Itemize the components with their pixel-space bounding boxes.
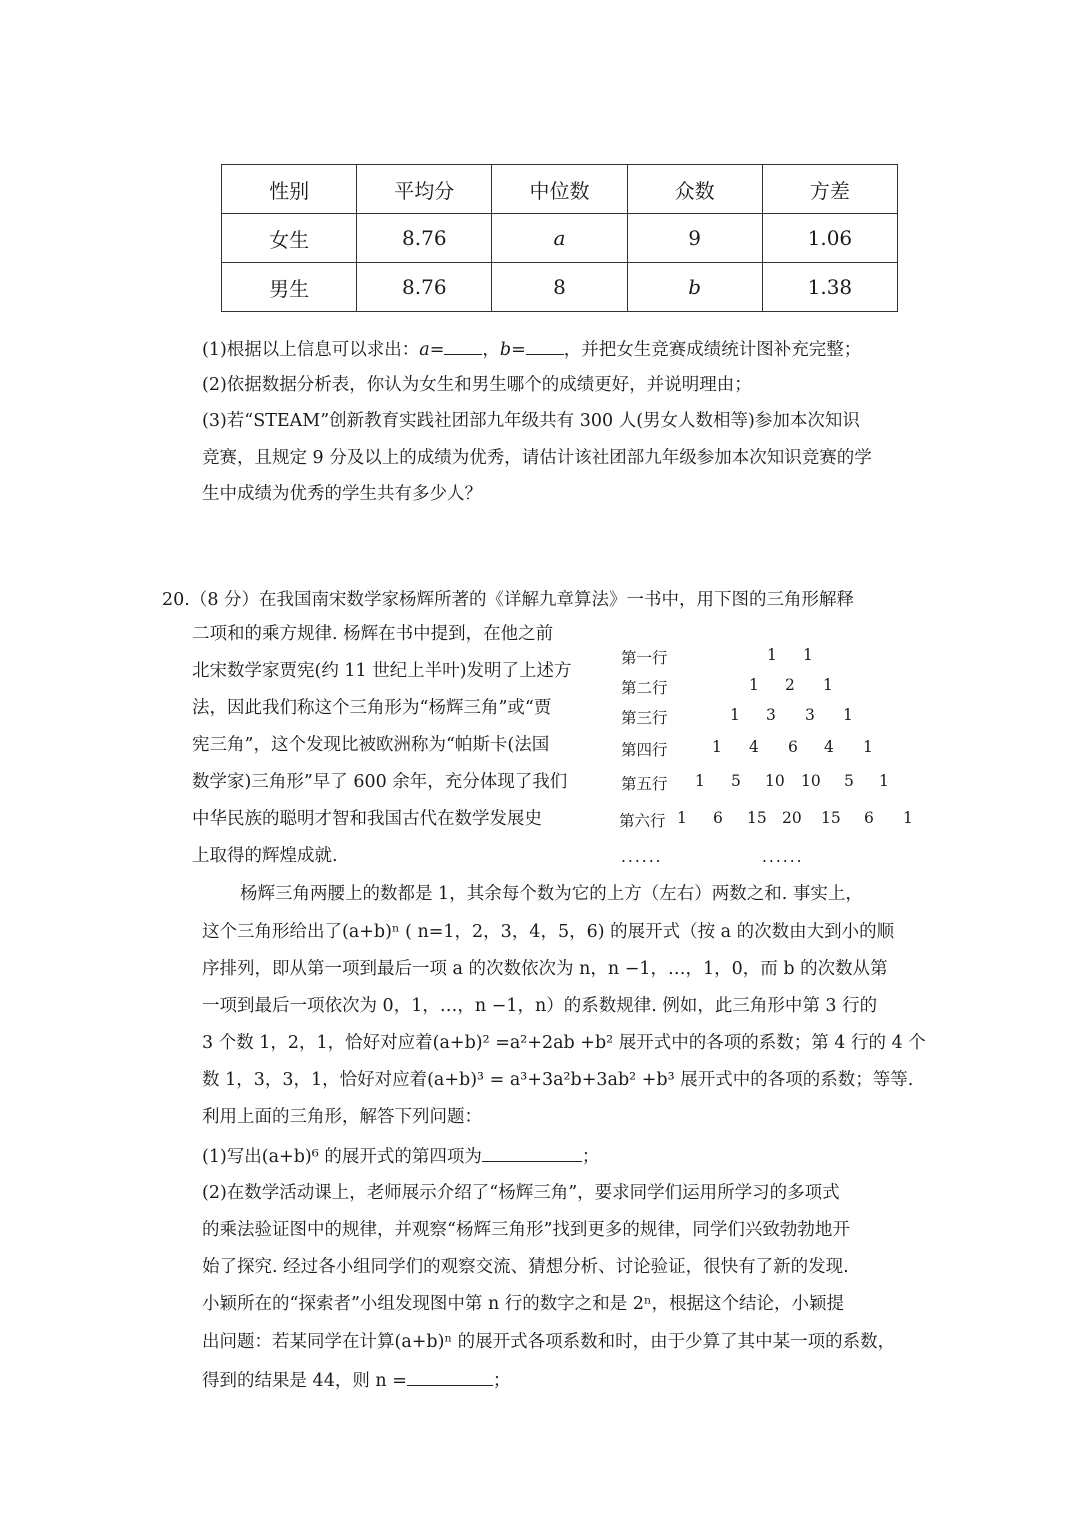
q20-intro-line: 北宋数学家贾宪(约 11 世纪上半叶)发明了上述方 (192, 661, 572, 681)
q20-part2-last: 得到的结果是 44，则 n = ； (202, 1367, 510, 1393)
triangle-row-label: 第五行 (621, 775, 668, 793)
q20-body-line: 利用上面的三角形，解答下列问题： (202, 1107, 482, 1127)
table-cell: 8.76 (357, 263, 492, 312)
q20-intro-line: 二项和的乘方规律. 杨辉在书中提到，在他之前 (192, 624, 554, 644)
q20-body-line: 数 1，3，3，1，恰好对应着(a+b)³ = a³+3a²b+3ab² +b³ 展开式中的各项的系数；等等. (202, 1070, 914, 1090)
triangle-number: 5 (844, 772, 854, 790)
answer-blank-b[interactable] (526, 336, 564, 355)
triangle-row-label: 第一行 (621, 649, 668, 667)
triangle-number: 1 (767, 646, 777, 664)
q20-intro-line: 上取得的辉煌成就. (192, 846, 338, 866)
table-header-row (222, 165, 898, 214)
table-cell: 1.06 (762, 214, 897, 263)
q19-part2: (2)依据数据分析表，你认为女生和男生哪个的成绩更好，并说明理由； (202, 375, 752, 395)
triangle-number: 1 (843, 706, 853, 724)
triangle-number: 3 (805, 706, 815, 724)
table-cell: 男生 (222, 263, 357, 312)
triangle-number: 1 (730, 706, 740, 724)
q20-body-line: 序排列，即从第一项到最后一项 a 的次数依次为 n，n −1，…，1，0，而 b 的次数从第 (202, 959, 888, 979)
triangle-row-label: 第四行 (621, 741, 668, 759)
triangle-number: 1 (823, 676, 833, 694)
triangle-row-label: 第六行 (619, 812, 666, 830)
triangle-number: 15 (747, 809, 767, 827)
q19-part3-line: (3)若“STEAM”创新教育实践社团部九年级共有 300 人(男女人数相等)参加本次知识 (202, 411, 860, 431)
table-cell: 8 (492, 263, 627, 312)
q20-part2-line: (2)在数学活动课上，老师展示介绍了“杨辉三角”，要求同学们运用所学习的多项式 (202, 1183, 840, 1203)
header-cell: 中位数 (492, 165, 627, 214)
q20-part2-line: 小颖所在的“探索者”小组发现图中第 n 行的数字之和是 2ⁿ，根据这个结论，小颖提 (202, 1294, 845, 1314)
q20-intro-line: 中华民族的聪明才智和我国古代在数学发展史 (192, 809, 542, 829)
header-cell: 众数 (627, 165, 762, 214)
q20-intro-line: 数学家)三角形”早了 600 余年，充分体现了我们 (192, 772, 568, 792)
answer-blank-fourth-term[interactable] (482, 1143, 582, 1162)
q19-part3-line: 生中成绩为优秀的学生共有多少人？ (202, 484, 482, 504)
triangle-number: 5 (731, 772, 741, 790)
triangle-number: 4 (824, 738, 834, 756)
answer-blank-n[interactable] (407, 1367, 493, 1386)
q20-part2-line: 始了探究. 经过各小组同学们的观察交流、猜想分析、讨论验证，很快有了新的发现. (202, 1257, 849, 1277)
triangle-number: 1 (677, 809, 687, 827)
q20-body-line: 杨辉三角两腰上的数都是 1，其余每个数为它的上方（左右）两数之和. 事实上， (240, 884, 863, 904)
q20-intro-line: 法，因此我们称这个三角形为“杨辉三角”或“贾 (192, 698, 552, 718)
q20-header: 20.（8 分）在我国南宋数学家杨辉所著的《详解九章算法》一书中，用下图的三角形解释 (162, 590, 855, 610)
q20-part1: (1)写出(a+b)⁶ 的展开式的第四项为 ； (202, 1143, 599, 1169)
table-cell: b (627, 263, 762, 312)
triangle-number: 6 (788, 738, 798, 756)
q20-body-line: 3 个数 1，2，1，恰好对应着(a+b)² =a²+2ab +b² 展开式中的各项的系数；第 4 行的 4 个 (202, 1033, 926, 1053)
q20-part2-line: 出问题：若某同学在计算(a+b)ⁿ 的展开式各项系数和时，由于少算了其中某一项的系数， (202, 1332, 896, 1352)
triangle-number: 10 (765, 772, 785, 790)
header-cell: 性别 (222, 165, 357, 214)
triangle-number: 15 (821, 809, 841, 827)
triangle-number: 1 (903, 809, 913, 827)
table-row (222, 263, 898, 312)
triangle-number: 20 (782, 809, 802, 827)
triangle-number: 10 (801, 772, 821, 790)
triangle-row-label: 第二行 (621, 679, 668, 697)
q20-part2-line: 的乘法验证图中的规律，并观察“杨辉三角形”找到更多的规律，同学们兴致勃勃地开 (202, 1220, 850, 1240)
triangle-ellipsis: ...... (621, 848, 663, 866)
q20-body-line: 一项到最后一项依次为 0，1，…，n −1，n）的系数规律. 例如，此三角形中第 3 行的 (202, 996, 878, 1016)
answer-blank-a[interactable] (444, 336, 482, 355)
stats-table (221, 164, 898, 312)
triangle-number: 4 (749, 738, 759, 756)
table-cell: 9 (627, 214, 762, 263)
table-row (222, 214, 898, 263)
triangle-row-label: 第三行 (621, 709, 668, 727)
table-cell: 8.76 (357, 214, 492, 263)
triangle-number: 1 (695, 772, 705, 790)
table-cell: a (492, 214, 627, 263)
header-cell: 方差 (762, 165, 897, 214)
header-cell: 平均分 (357, 165, 492, 214)
table-cell: 1.38 (762, 263, 897, 312)
q19-part1: (1)根据以上信息可以求出：a= ，b= ，并把女生竞赛成绩统计图补充完整； (202, 336, 861, 362)
table-cell: 女生 (222, 214, 357, 263)
q20-intro-line: 宪三角”，这个发现比被欧洲称为“帕斯卡(法国 (192, 735, 550, 755)
triangle-number: 1 (712, 738, 722, 756)
triangle-ellipsis: ...... (762, 848, 804, 866)
q20-body-line: 这个三角形给出了(a+b)ⁿ ( n=1，2，3，4，5，6) 的展开式（按 a 的次数由大到小的顺 (202, 922, 895, 942)
triangle-number: 1 (863, 738, 873, 756)
triangle-number: 2 (785, 676, 795, 694)
triangle-number: 1 (749, 676, 759, 694)
triangle-number: 1 (879, 772, 889, 790)
triangle-number: 6 (713, 809, 723, 827)
triangle-number: 3 (766, 706, 776, 724)
triangle-number: 6 (864, 809, 874, 827)
triangle-number: 1 (803, 646, 813, 664)
q19-part3-line: 竞赛，且规定 9 分及以上的成绩为优秀，请估计该社团部九年级参加本次知识竞赛的学 (202, 448, 872, 468)
